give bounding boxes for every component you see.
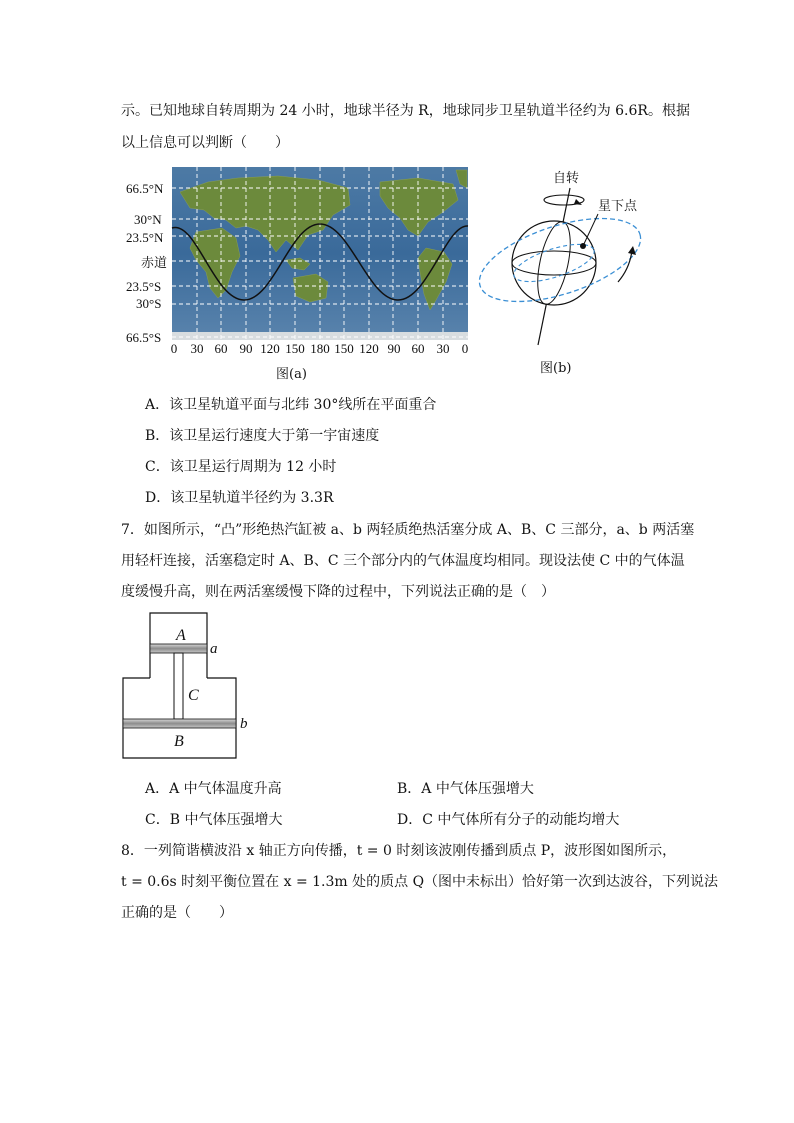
lon-label: 0 xyxy=(461,341,469,356)
piston-a xyxy=(150,644,207,653)
rotation-arrowhead xyxy=(574,199,582,205)
q6-option-b: B．该卫星运行速度大于第一宇宙速度 xyxy=(145,428,380,444)
rotation-label: 自转 xyxy=(553,171,580,186)
lon-label: 30 xyxy=(436,341,450,356)
lon-label: 150 xyxy=(334,341,354,356)
lon-labels xyxy=(171,341,469,356)
orbit-arrowhead xyxy=(628,246,636,255)
lon-label: 60 xyxy=(214,341,228,356)
figure-b-globe xyxy=(470,160,670,385)
q6-option-d: D．该卫星轨道半径约为 3.3R xyxy=(145,490,334,506)
label-A: A xyxy=(176,627,186,644)
lat-label-23s: 23.5°S xyxy=(126,279,162,294)
lon-label: 120 xyxy=(260,341,280,356)
lat-label-equator: 赤道 xyxy=(141,256,168,271)
cylinder-figure xyxy=(118,608,268,766)
label-a: a xyxy=(210,641,218,657)
figure-b-caption: 图(b) xyxy=(540,361,572,376)
q6-stem-line2: 以上信息可以判断（ ） xyxy=(121,135,289,151)
lat-label-30s: 30°S xyxy=(136,296,162,311)
q8-stem-line3: 正确的是（ ） xyxy=(121,905,233,921)
q7-option-a: A．A 中气体温度升高 xyxy=(145,781,282,797)
lon-label: 0 xyxy=(170,341,178,356)
q7-option-b: B．A 中气体压强增大 xyxy=(397,781,534,797)
label-b: b xyxy=(240,716,248,732)
q6-option-a: A．该卫星轨道平面与北纬 30°线所在平面重合 xyxy=(145,397,437,413)
subpoint-label: 星下点 xyxy=(598,199,638,214)
lon-label: 60 xyxy=(411,341,425,356)
lon-label: 150 xyxy=(285,341,305,356)
q7-stem-line2: 用轻杆连接，活塞稳定时 A、B、C 三个部分内的气体温度均相同。现设法使 C 中的气体温 xyxy=(121,553,685,569)
figure-a-caption: 图(a) xyxy=(276,367,307,382)
lat-label-66n: 66.5°N xyxy=(126,181,164,196)
q7-option-c: C．B 中气体压强增大 xyxy=(145,812,283,828)
q6-stem-line1: 示。已知地球自转周期为 24 小时，地球半径为 R，地球同步卫星轨道半径约为 6.6R。根据 xyxy=(121,103,690,119)
lat-label-66s: 66.5°S xyxy=(126,330,162,345)
lon-label: 90 xyxy=(239,341,253,356)
q7-stem-line1: 7．如图所示，“凸”形绝热汽缸被 a、b 两轻质绝热活塞分成 A、B、C 三部分，a、b 两活塞 xyxy=(121,522,695,538)
lat-label-30n: 30°N xyxy=(134,212,162,227)
lon-label: 90 xyxy=(387,341,401,356)
q6-option-c: C．该卫星运行周期为 12 小时 xyxy=(145,459,337,475)
lat-label-23n: 23.5°N xyxy=(126,230,164,245)
q7-option-d: D．C 中气体所有分子的动能均增大 xyxy=(397,812,620,828)
figure-a-map xyxy=(118,160,478,385)
q8-stem-line1: 8．一列简谐横波沿 x 轴正方向传播，t = 0 时刻该波刚传播到质点 P，波形图如图所示， xyxy=(121,843,677,859)
label-C: C xyxy=(188,687,199,704)
lon-label: 30 xyxy=(190,341,204,356)
label-B: B xyxy=(174,733,184,750)
lon-label: 120 xyxy=(359,341,379,356)
piston-b xyxy=(123,719,236,728)
lon-label: 180 xyxy=(310,341,330,356)
globe xyxy=(512,221,596,305)
q7-stem-line3: 度缓慢升高，则在两活塞缓慢下降的过程中，下列说法正确的是（ ） xyxy=(121,584,555,600)
connecting-rod xyxy=(174,653,183,719)
q8-stem-line2: t = 0.6s 时刻平衡位置在 x = 1.3m 处的质点 Q（图中未标出）恰好第一次到达波谷，下列说法 xyxy=(121,874,719,890)
orbit-direction-arrow xyxy=(618,250,632,282)
